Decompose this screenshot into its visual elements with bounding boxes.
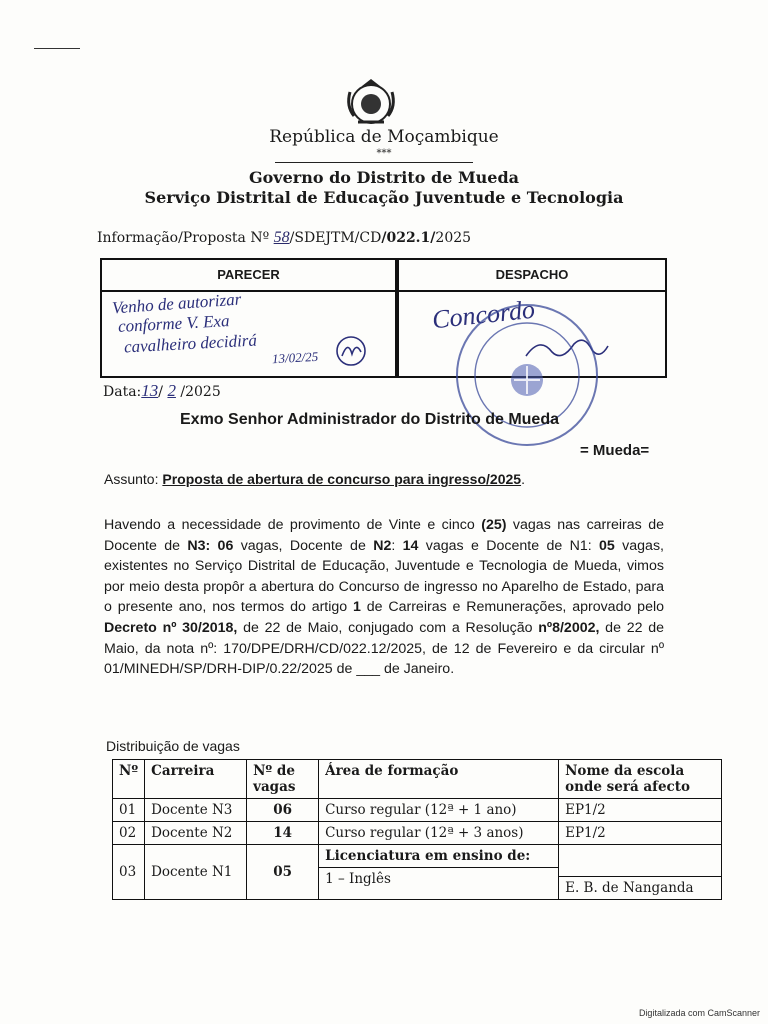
reference-year: 2025 bbox=[435, 230, 472, 246]
parecer-handwriting-line1: Venho de autorizar bbox=[111, 289, 242, 318]
date-label: Data: bbox=[103, 384, 142, 400]
table-row: 03 Docente N1 05 Licenciatura em ensino de: 1 – Inglês E. B. de Nanganda bbox=[113, 845, 722, 900]
parecer-handwriting-date: 13/02/25 bbox=[271, 348, 319, 367]
government-title: Governo do Distrito de Mueda bbox=[248, 168, 520, 187]
addressee-line: Exmo Senhor Administrador do Distrito de Mueda bbox=[180, 411, 559, 428]
subject-text: Proposta de abertura de concurso para ingresso/2025 bbox=[162, 471, 522, 487]
mozambique-emblem-icon bbox=[340, 76, 402, 128]
col-header-career: Carreira bbox=[145, 760, 247, 799]
addressee-city: = Mueda= bbox=[580, 442, 650, 459]
training-area-title: Licenciatura em ensino de: bbox=[319, 845, 558, 868]
distribution-title: Distribuição de vagas bbox=[106, 738, 240, 754]
training-area-subject: 1 – Inglês bbox=[325, 871, 391, 887]
reference-code-bold: /022.1/ bbox=[381, 230, 436, 246]
reference-number: 58 bbox=[273, 229, 290, 246]
date-day: 13 bbox=[141, 381, 159, 400]
date-year: 2025 bbox=[185, 384, 221, 400]
parecer-handwriting-line2: conforme V. Exa bbox=[117, 311, 230, 336]
date-month: 2 bbox=[167, 381, 176, 400]
scanner-watermark: Digitalizada com CamScanner bbox=[638, 1008, 760, 1018]
table-header-row bbox=[113, 760, 722, 799]
title-separator: *** bbox=[376, 148, 392, 159]
reference-prefix: Informação/Proposta Nº bbox=[97, 230, 270, 246]
parecer-handwriting-line3: cavalheiro decidirá bbox=[123, 330, 258, 357]
col-header-training-area: Área de formação bbox=[319, 760, 559, 799]
subject-label: Assunto: bbox=[104, 471, 159, 487]
service-title: Serviço Distrital de Educação Juventude e Tecnologia bbox=[144, 188, 624, 207]
reference-line bbox=[97, 229, 471, 247]
despacho-header: DESPACHO bbox=[399, 260, 665, 292]
body-paragraph: Havendo a necessidade de provimento de Vinte e cinco (25) vagas nas carreiras de Docente de N3: 06 vagas, Docente de N2: 14 vagas e Docente de N1: 05 vagas, existentes no Serviço Distrital de Educação, Juventude e Tecnologia de Mueda, vimos por meio desta propôr a abertura do Concurso de ingresso no Aparelho de Estado, para o presente ano, nos termos do artigo 1 de Carreiras e Remunerações, aprovado pelo Decreto nº 30/2018, de 22 de Maio, conjugado com a Resolução nº8/2002, de 22 de Maio, da nota nº: 170/DPE/DRH/CD/022.12/2025, de 12 de Fevereiro e da circular nº 01/MINEDH/SP/DRH-DIP/0.22/2025 de ___ de Janeiro. bbox=[104, 517, 665, 678]
col-header-school: Nome da escola onde será afecto bbox=[559, 760, 722, 799]
subject-line: Assunto: Proposta de abertura de concurso para ingresso/2025. bbox=[104, 471, 525, 487]
table-divider bbox=[395, 260, 399, 376]
reference-code: /SDEJTM/CD bbox=[289, 230, 382, 246]
table-row: 02 Docente N2 14 Curso regular (12ª + 3 anos) EP1/2 bbox=[113, 822, 722, 845]
parecer-header: PARECER bbox=[102, 260, 395, 292]
title-rule bbox=[275, 162, 473, 163]
despacho-handwriting: Concordo bbox=[430, 294, 537, 335]
parecer-signature-icon bbox=[334, 334, 368, 368]
col-header-vacancies: Nº de vagas bbox=[247, 760, 319, 799]
republic-title: República de Moçambique bbox=[269, 127, 499, 147]
col-header-number: Nº bbox=[113, 760, 145, 799]
scan-mark bbox=[34, 48, 80, 49]
table-row: 01 Docente N3 06 Curso regular (12ª + 1 ano) EP1/2 bbox=[113, 799, 722, 822]
distribution-table bbox=[112, 759, 722, 900]
date-line: Data:13/ 2 /2025 bbox=[103, 381, 221, 400]
